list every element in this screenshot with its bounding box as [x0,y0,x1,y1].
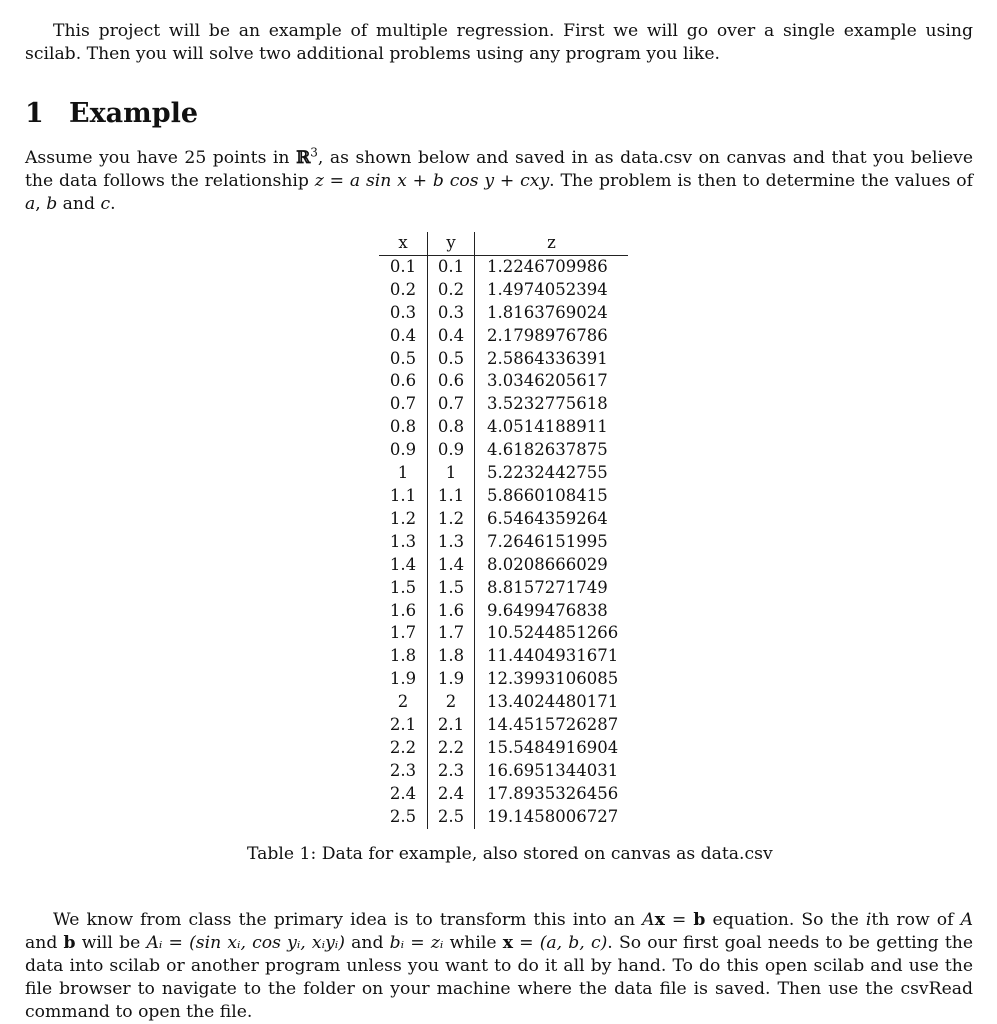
table-row [379,600,628,623]
cell-x: 0.1 [379,255,428,278]
cell-y: 0.6 [428,370,475,393]
cell-y: 0.3 [428,302,475,325]
cell-z: 8.0208666029 [487,554,608,574]
cell-y: 1.9 [428,668,475,691]
cell-y: 2.2 [428,737,475,760]
index-i: i [865,910,872,930]
cell-z: 10.5244851266 [487,623,619,643]
reals-symbol: ℝ [295,148,311,168]
cell-z: 11.4404931671 [487,646,619,666]
table-row [379,370,628,393]
table-body [379,255,628,828]
table-row [379,645,628,668]
know-text-2: equation. So the [705,910,866,930]
cell-y: 0.2 [428,279,475,302]
vector-x: x [654,910,665,930]
cell-x: 0.2 [379,279,428,302]
cell-y: 0.7 [428,393,475,416]
cell-x: 1.9 [379,668,428,691]
cell-x: 1.8 [379,645,428,668]
cell-y: 0.9 [428,439,475,462]
vector-x-2: x [502,933,513,953]
cell-z: 5.8660108415 [487,485,608,505]
cell-z: 14.4515726287 [487,715,619,735]
know-paragraph [25,909,973,1024]
cell-z: 16.6951344031 [487,760,619,780]
x-definition: = (a, b, c) [512,933,608,953]
table-row [379,393,628,416]
cell-z: 5.2232442755 [487,463,608,483]
assume-paragraph [25,147,973,216]
cell-z: 1.8163769024 [487,302,608,322]
table-row [379,325,628,348]
equals-sign: = [664,910,694,930]
assume-end: . [110,194,116,214]
know-text-6: . So our first goal needs to be getting the data into scilab or another program unless you want to do it all by hand. To do this open scilab and use the file browser to navigate to the folder on your machine where the data file is saved. Then use the csvRead command to open the file. [25,933,973,1022]
cell-x: 0.4 [379,325,428,348]
data-table [379,232,628,829]
table-row [379,577,628,600]
cell-y: 2.5 [428,806,475,829]
assume-comma: , [35,194,47,214]
cell-z: 4.0514188911 [487,417,608,437]
cell-x: 1.6 [379,600,428,623]
table-row [379,554,628,577]
cell-x: 1.7 [379,622,428,645]
know-text-1: We know from class the primary idea is to transform this into an [53,910,643,930]
cell-x: 0.9 [379,439,428,462]
cell-y: 0.5 [428,348,475,371]
cell-z: 9.6499476838 [487,600,608,620]
cell-x: 2.2 [379,737,428,760]
intro-paragraph: This project will be an example of multiple regression. First we will go over a single example using scilab. Then you will solve two additional problems using any program you like. [25,21,973,64]
table-row [379,416,628,439]
assume-and: and [57,194,101,214]
cell-x: 2 [379,691,428,714]
cell-z: 3.0346205617 [487,371,608,391]
cell-x: 0.5 [379,348,428,371]
table-row [379,485,628,508]
cell-x: 0.3 [379,302,428,325]
cell-z: 13.4024480171 [487,692,619,712]
table-row [379,783,628,806]
cell-x: 1 [379,462,428,485]
table-header-row [379,232,628,255]
cell-z: 6.5464359264 [487,508,608,528]
section-number: 1 [25,98,44,129]
matrix-A-2: A [960,910,974,930]
cell-z: 1.4974052394 [487,279,608,299]
var-b: b [46,194,58,214]
model-equation: z = a sin x + b cos y + cxy [314,171,550,191]
table-row [379,348,628,371]
cell-z: 2.5864336391 [487,348,608,368]
var-c: c [100,194,111,214]
cell-x: 2.3 [379,760,428,783]
table-row [379,508,628,531]
cell-y: 1.1 [428,485,475,508]
table-row [379,255,628,278]
cell-x: 2.1 [379,714,428,737]
cell-y: 1.8 [428,645,475,668]
bi-definition: bᵢ = zᵢ [389,933,444,953]
cell-y: 1.3 [428,531,475,554]
cell-y: 2.3 [428,760,475,783]
cell-y: 1.6 [428,600,475,623]
row-Ai-definition: Aᵢ = (sin xᵢ, cos yᵢ, xᵢyᵢ) [146,933,345,953]
table-row [379,691,628,714]
cell-y: 1.2 [428,508,475,531]
assume-text-2: , as shown below and saved in as data.csv on canvas and that you believe the data follows the relationship [25,148,973,191]
table-row [379,439,628,462]
cell-y: 2.4 [428,783,475,806]
section-title: Example [69,98,199,129]
matrix-A: A [642,910,655,930]
table-row [379,531,628,554]
table-row [379,668,628,691]
cell-z: 2.1798976786 [487,325,608,345]
reals-exponent: 3 [310,145,318,160]
cell-x: 0.8 [379,416,428,439]
cell-y: 0.8 [428,416,475,439]
cell-z: 1.2246709986 [487,256,608,276]
cell-z: 7.2646151995 [487,531,608,551]
cell-x: 1.2 [379,508,428,531]
know-text-th: th row of [871,910,961,930]
table-row [379,714,628,737]
cell-z: 4.6182637875 [487,440,608,460]
var-a: a [25,194,36,214]
cell-y: 0.4 [428,325,475,348]
header-y: y [428,232,475,255]
table-row [379,462,628,485]
table-row [379,760,628,783]
table-row [379,737,628,760]
table-row [379,806,628,829]
know-and: and [25,933,64,953]
cell-z: 19.1458006727 [487,806,619,826]
table-row [379,302,628,325]
header-x: x [379,232,428,255]
table-row [379,622,628,645]
know-text-3: will be [75,933,147,953]
cell-x: 2.4 [379,783,428,806]
cell-x: 0.7 [379,393,428,416]
cell-x: 2.5 [379,806,428,829]
cell-z: 8.8157271749 [487,577,608,597]
cell-x: 1.5 [379,577,428,600]
know-text-4: and [344,933,390,953]
cell-y: 0.1 [428,255,475,278]
know-text-5: while [443,933,503,953]
assume-text-1: Assume you have 25 points in [25,148,296,168]
cell-z: 3.5232775618 [487,394,608,414]
section-heading [25,97,198,131]
cell-z: 17.8935326456 [487,783,619,803]
table-row [379,279,628,302]
cell-z: 15.5484916904 [487,737,619,757]
header-z: z [475,232,629,255]
vector-b-2: b [63,933,76,953]
cell-x: 1.1 [379,485,428,508]
cell-x: 1.4 [379,554,428,577]
cell-y: 1.4 [428,554,475,577]
cell-z: 12.3993106085 [487,669,619,689]
cell-y: 2 [428,691,475,714]
vector-b: b [693,910,706,930]
cell-y: 1.5 [428,577,475,600]
table-caption: Table 1: Data for example, also stored on canvas as data.csv [247,844,773,864]
cell-y: 1.7 [428,622,475,645]
cell-x: 1.3 [379,531,428,554]
cell-y: 2.1 [428,714,475,737]
cell-y: 1 [428,462,475,485]
cell-x: 0.6 [379,370,428,393]
assume-text-3: . The problem is then to determine the values of [549,171,973,191]
